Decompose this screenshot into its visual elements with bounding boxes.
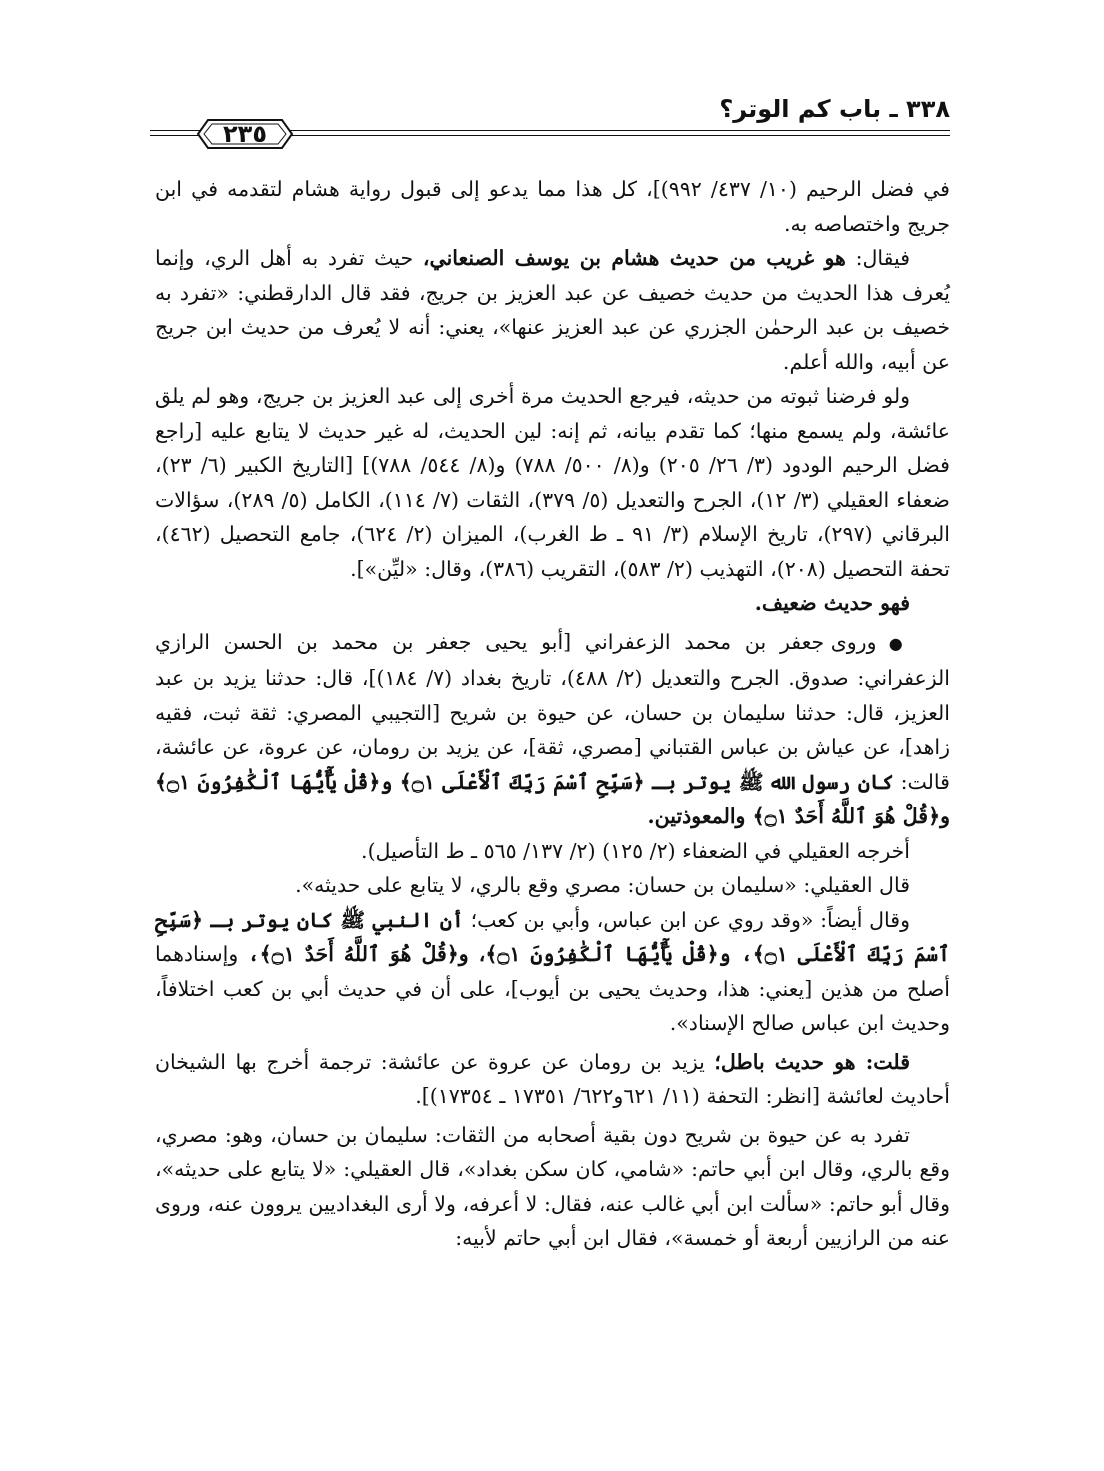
bold-text: هو غريب من حديث هشام بن يوسف الصنعاني، [422,246,846,270]
paragraph-p10 [155,1118,950,1256]
bold-text: فهو حديث ضعيف. [754,591,910,615]
paragraph-p6 [155,834,950,869]
text-run: أخرجه العقيلي في الضعفاء (٢/ ١٢٥) (٢/ ١٣٧/ ٥٦٥ ـ ط التأصيل). [361,838,910,863]
text-run: في فضل الرحيم (١٠/ ٤٣٧/ ٩٩٢)]، كل هذا مما يدعو إلى قبول رواية هشام لتقدمه في ابن جريج واختصاصه به. [155,177,950,236]
text-run: وقال أيضاً: «وقد روي عن ابن عباس، وأبي بن كعب؛ [463,907,910,932]
page-number-badge [190,116,300,152]
text-run: ولو فرضنا ثبوته من حديثه، فيرجع الحديث مرة أخرى إلى عبد العزيز بن جريج، وهو لم يلق عائشة، ولم يسمع منها؛ كما تقدم بيانه، ثم إنه: لين الحديث، له غير حديث لا يتابع عليه [راجع فضل الرحيم الودود (٣/ ٢٦/ ٢٠٥) و(٨/ ٥٠٠/ ٧٨٨) و(٨/ ٥٤٤/ ٧٨٨)] [التاريخ الكبير (٦/ ٢٣)، ضعفاء العقيلي (٣/ ١٢)، الجرح والتعديل (٥/ ٣٧٩)، الثقات (٧/ ١١٤)، الكامل (٥/ ٢٨٩)، سؤالات البرقاني (٢٩٧)، تاريخ الإسلام (٣/ ٩١ ـ ط الغرب)، الميزان (٢/ ٦٢٤)، جامع التحصيل (٤٦٢)، تحفة التحصيل (٢٠٨)، التهذيب (٢/ ٥٨٣)، التقريب (٣٨٦)، وقال: «ليِّن»]. [155,384,950,581]
text-run: فيقال: [845,246,910,270]
paragraph-p1 [155,172,950,241]
paragraph-p8 [155,903,950,1041]
bold-text: كان رسول الله ﷺ يوتر بـ ﴿سَبِّحِ ٱسْمَ رَبِّكَ ٱلْأَعْلَى ۝١﴾ و﴿قُلْ يَٰٓأَيُّهَا ٱلْكَٰفِرُونَ ۝١﴾ و﴿قُلْ هُوَ ٱللَّهُ أَحَدٌ ۝١﴾ والمعوذتين. [155,769,950,828]
paragraph-p4 [155,586,950,621]
paragraph-p5 [155,625,950,834]
bold-text: أن النبي ﷺ كان يوتر بـ ﴿سَبِّحِ ٱسْمَ رَبِّكَ ٱلْأَعْلَى ۝١﴾، و﴿قُلْ يَٰٓأَيُّهَا ٱلْكَٰفِرُونَ ۝١﴾، و﴿قُلْ هُوَ ٱللَّهُ أَحَدٌ ۝١﴾، [155,907,950,966]
text-run: حيث تفرد به أهل الري، وإنما يُعرف هذا الحديث من حديث خصيف عن عبد العزيز بن جريج، فقد قال الدارقطني: «تفرد به خصيف بن عبد الرحمٰن الجزري عن عبد العزيز عنها»، يعني: أنه لا يُعرف من حديث ابن جريج عن أبيه، والله أعلم. [155,246,950,374]
paragraph-p7 [155,868,950,903]
main-text [155,172,950,1256]
bullet-icon: ● [876,633,911,653]
bold-text: قلت: هو حديث باطل؛ [714,1049,910,1074]
text-run: تفرد به عن حيوة بن شريح دون بقية أصحابه من الثقات: سليمان بن حسان، وهو: مصري، وقع بالري، وقال ابن أبي حاتم: «شامي، كان سكن بغداد»، قال العقيلي: «لا يتابع على حديثه»، وقال أبو حاتم: «سألت ابن أبي غالب عنه، فقال: لا أعرفه، ولا أرى البغداديين يروون عنه، وروى عنه من الرازيين أربعة أو خمسة»، فقال ابن أبي حاتم لأبيه: [155,1122,950,1250]
text-run: يزيد بن رومان عن عروة عن عائشة: ترجمة أخرج بها الشيخان أحاديث لعائشة [انظر: التحفة (١١/ ٦٢١و٦٢٢/ ١٧٣٥١ ـ ١٧٣٥٤)]. [155,1049,950,1108]
paragraph-p9 [155,1045,950,1114]
paragraph-p2 [155,241,950,379]
page-number: ٢٣٥ [223,120,267,148]
text-run: وروى جعفر بن محمد الزعفراني [أبو يحيى جعفر بن محمد بن الحسن الرازي الزعفراني: صدوق. الجرح والتعديل (٢/ ٤٨٨)، تاريخ بغداد (٧/ ١٨٤)]، قال: حدثنا يزيد بن عبد العزيز، قال: حدثنا سليمان بن حسان، عن حيوة بن شريح [التجيبي المصري: ثقة ثبت، فقيه زاهد]، عن عياش بن عباس القتباني [مصري، ثقة]، عن يزيد بن رومان، عن عروة، عن عائشة، قالت: [155,629,950,794]
text-run: قال العقيلي: «سليمان بن حسان: مصري وقع بالري، لا يتابع على حديثه». [295,873,910,897]
page-header [150,92,950,152]
text-run: وإسنادهما أصلح من هذين [يعني: هذا، وحديث يحيى بن أيوب]، على أن في حديث أبي بن كعب اختلافاً، وحديث ابن عباس صالح الإسناد». [155,942,950,1035]
chapter-title: ٣٣٨ ـ باب كم الوتر؟ [719,95,950,123]
paragraph-p3 [155,379,950,586]
